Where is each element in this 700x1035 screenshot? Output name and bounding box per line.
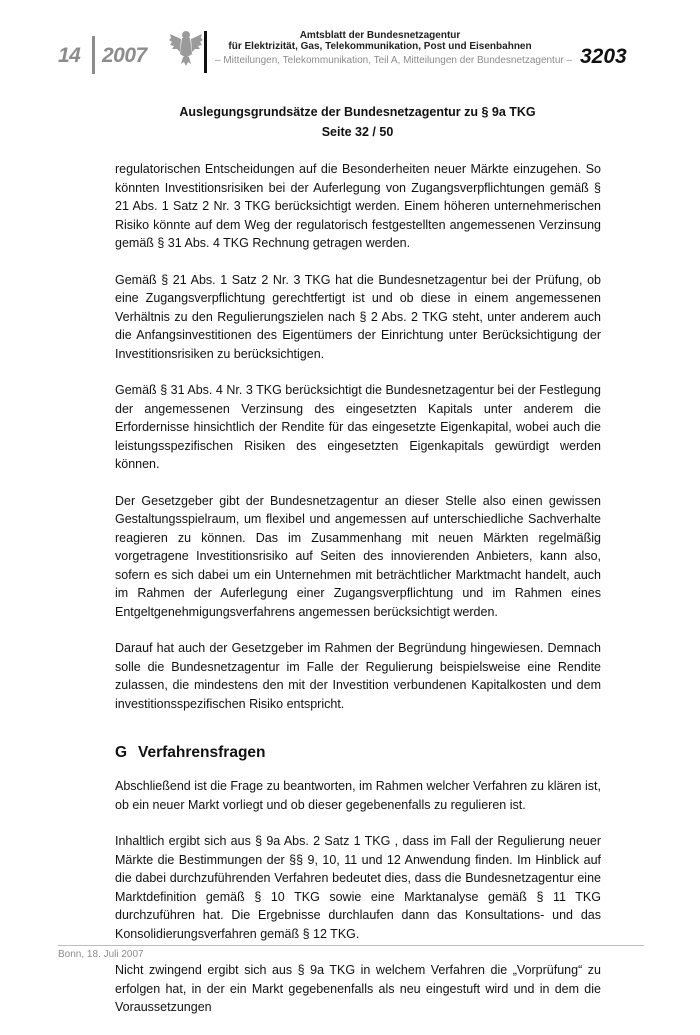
paragraph: Nicht zwingend ergibt sich aus § 9a TKG in welchem Verfahren die „Vorprüfung“ zu erfolgen hat, in der ein Markt gegebenenfalls als neu eingestuft wird und in dem die Voraussetzungen <box>115 963 601 1014</box>
document-body <box>115 160 601 1035</box>
gazette-title: Amtsblatt der Bundesnetzagentur <box>299 30 461 41</box>
paragraph: Gemäß § 21 Abs. 1 Satz 2 Nr. 3 TKG hat die Bundesnetzagentur bei der Prüfung, ob eine Zugangsverpflichtung gerechtfertigt ist und ob diese in einem angemessenen Verhältnis zu den Regulierungszielen nach § 2 Abs. 2 TKG steht, unter anderem auch die Anfangsinvestitionen des Eigentümers der Einrichtung unter Berücksichtigung der Investitionsrisiken zu berücksichtigen. <box>115 272 601 361</box>
section-letter: G <box>115 744 128 761</box>
header-divider <box>204 31 207 73</box>
section-title: Verfahrensfragen <box>138 744 266 761</box>
gazette-subtitle: für Elektrizität, Gas, Telekommunikation, Post und Eisenbahnen <box>228 41 532 52</box>
page-number: 3203 <box>580 45 627 68</box>
section-heading <box>115 743 601 763</box>
issue-separator <box>92 36 95 74</box>
paragraph: Der Gesetzgeber gibt der Bundesnetzagentur an dieser Stelle also einen gewissen Gestaltungsspielraum, um flexibel und angemessen auf unterschiedliche Sachverhalte reagieren zu können. Das im Zusammenhang mit neuen Märkten regelmäßig vorgetragene Investitionsrisiko auf Seiten des innovierenden Anbieters, kann also, sofern es sich dabei um ein Unternehmen mit beträchtlicher Marktmacht handelt, auch im Rahmen der Auferlegung einer Zugangsverpflichtung und im Rahmen eines Entgeltgenehmigungsverfahrens angemessen berücksichtigt werden. <box>115 493 601 619</box>
footer-place-date: Bonn, 18. Juli 2007 <box>58 949 144 960</box>
federal-eagle-icon <box>168 28 204 68</box>
document-page-indicator: Seite 32 / 50 <box>321 125 394 139</box>
page-header <box>0 0 700 82</box>
paragraph: Gemäß § 31 Abs. 4 Nr. 3 TKG berücksichtigt die Bundesnetzagentur bei der Festlegung der angemessenen Verzinsung des eingesetzten Kapitals unter anderem die Erfordernisse hinsichtlich der Rendite für das eingesetzte Eigenkapital, wobei auch die leistungsspezifischen Risiken des eingesetzten Eigenkapitals gewürdigt werden können. <box>115 383 601 471</box>
paragraph: regulatorischen Entscheidungen auf die Besonderheiten neuer Märkte einzugehen. So könnten Investitionsrisiken bei der Auferlegung von Zugangsverpflichtungen gemäß § 21 Abs. 1 Satz 2 Nr. 3 TKG berücksichtigt werden. Einem höheren unternehmerischen Risiko könnte auf dem Weg der regulatorisch festgestellten angemessenen Verzinsung gemäß § 31 Abs. 4 TKG Rechnung getragen werden. <box>115 162 601 250</box>
issue-year: 2007 <box>102 44 147 67</box>
paragraph: Inhaltlich ergibt sich aus § 9a Abs. 2 Satz 1 TKG , dass im Fall der Regulierung neuer Märkte die Bestimmungen der §§ 9, 10, 11 und 12 Anwendung finden. Im Hinblick auf die dabei durchzuführenden Verfahren bedeutet dies, dass die Bundesnetzagentur eine Marktdefinition gemäß § 10 TKG sowie eine Marktanalyse gemäß § 11 TKG durchzuführen hat. Die Ergebnisse durchlaufen dann das Konsultations- und das Konsolidierungsverfahren gemäß § 12 TKG. <box>115 834 601 941</box>
paragraph: Abschließend ist die Frage zu beantworten, im Rahmen welcher Verfahren zu klären ist, ob ein neuer Markt vorliegt und ob dieser gegebenenfalls zu regulieren ist. <box>115 779 601 812</box>
footer-divider <box>58 945 644 946</box>
gazette-section: – Mitteilungen, Telekommunikation, Teil A, Mitteilungen der Bundesnetzagentur – <box>215 55 573 66</box>
paragraph: Darauf hat auch der Gesetzgeber im Rahmen der Begründung hingewiesen. Demnach solle die Bundesnetzagentur im Falle der Regulierung beispielsweise eine Rendite zulassen, die mindestens den mit der Investition verbundenen Kapitalkosten und dem investitionsspezifischen Risiko entspricht. <box>115 641 601 711</box>
issue-number: 14 <box>58 44 81 67</box>
document-title: Auslegungsgrundsätze der Bundesnetzagentur zu § 9a TKG <box>179 105 536 119</box>
